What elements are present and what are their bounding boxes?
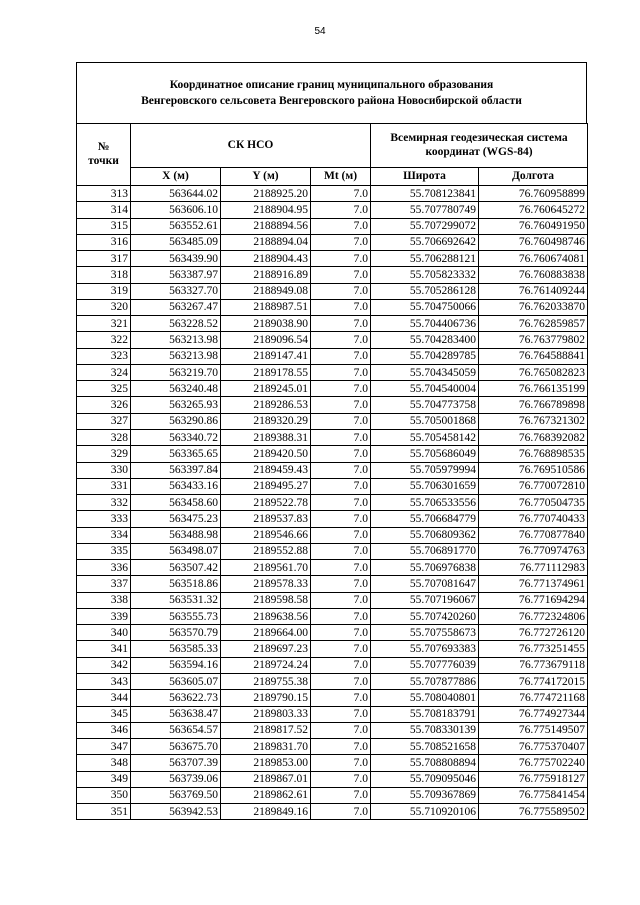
- y-cell: 2189724.24: [221, 657, 311, 673]
- longitude-cell: 76.761409244: [479, 283, 588, 299]
- table-row: [77, 787, 588, 803]
- page-number: 54: [314, 26, 326, 37]
- table-row: [77, 267, 588, 283]
- x-cell: 563638.47: [131, 706, 221, 722]
- longitude-cell: 76.764588841: [479, 348, 588, 364]
- longitude-cell: 76.768898535: [479, 446, 588, 462]
- x-cell: 563585.33: [131, 641, 221, 657]
- y-cell: 2189420.50: [221, 446, 311, 462]
- table-row: [77, 397, 588, 413]
- mt-cell: 7.0: [311, 641, 371, 657]
- x-cell: 563622.73: [131, 690, 221, 706]
- latitude-cell: 55.705001868: [371, 413, 479, 429]
- point-number-cell: 325: [77, 381, 131, 397]
- longitude-cell: 76.760883838: [479, 267, 588, 283]
- longitude-cell: 76.775841454: [479, 787, 588, 803]
- point-number-cell: 334: [77, 527, 131, 543]
- x-cell: 563570.79: [131, 625, 221, 641]
- y-cell: 2189867.01: [221, 771, 311, 787]
- latitude-cell: 55.705823332: [371, 267, 479, 283]
- y-cell: 2189522.78: [221, 495, 311, 511]
- mt-cell: 7.0: [311, 299, 371, 315]
- table-row: [77, 186, 588, 202]
- longitude-cell: 76.770504735: [479, 495, 588, 511]
- x-cell: 563707.39: [131, 755, 221, 771]
- longitude-cell: 76.773251455: [479, 641, 588, 657]
- mt-cell: 7.0: [311, 283, 371, 299]
- latitude-cell: 55.708123841: [371, 186, 479, 202]
- longitude-cell: 76.766789898: [479, 397, 588, 413]
- x-cell: 563327.70: [131, 283, 221, 299]
- table-row: [77, 234, 588, 250]
- longitude-cell: 76.772324806: [479, 608, 588, 624]
- longitude-cell: 76.775702240: [479, 755, 588, 771]
- longitude-cell: 76.760645272: [479, 202, 588, 218]
- longitude-cell: 76.775589502: [479, 804, 588, 820]
- point-number-cell: 331: [77, 478, 131, 494]
- header-wgs84: Всемирная геодезическая система координат (WGS-84): [371, 124, 588, 168]
- point-number-cell: 326: [77, 397, 131, 413]
- mt-cell: 7.0: [311, 592, 371, 608]
- table-row: [77, 429, 588, 445]
- latitude-cell: 55.705686049: [371, 446, 479, 462]
- x-cell: 563219.70: [131, 364, 221, 380]
- x-cell: 563518.86: [131, 576, 221, 592]
- mt-cell: 7.0: [311, 218, 371, 234]
- latitude-cell: 55.706533556: [371, 495, 479, 511]
- x-cell: 563507.42: [131, 560, 221, 576]
- mt-cell: 7.0: [311, 186, 371, 202]
- mt-cell: 7.0: [311, 543, 371, 559]
- y-cell: 2189803.33: [221, 706, 311, 722]
- x-cell: 563531.32: [131, 592, 221, 608]
- longitude-cell: 76.770072810: [479, 478, 588, 494]
- latitude-cell: 55.707693383: [371, 641, 479, 657]
- latitude-cell: 55.704540004: [371, 381, 479, 397]
- y-cell: 2189245.01: [221, 381, 311, 397]
- x-cell: 563458.60: [131, 495, 221, 511]
- point-number-cell: 338: [77, 592, 131, 608]
- table-row: [77, 462, 588, 478]
- table-row: [77, 527, 588, 543]
- y-cell: 2188987.51: [221, 299, 311, 315]
- y-cell: 2189459.43: [221, 462, 311, 478]
- mt-cell: 7.0: [311, 251, 371, 267]
- coordinates-table: [76, 123, 588, 820]
- header-point-number: № точки: [77, 124, 131, 186]
- point-number-cell: 347: [77, 739, 131, 755]
- point-number-cell: 346: [77, 722, 131, 738]
- x-cell: 563498.07: [131, 543, 221, 559]
- y-cell: 2188925.20: [221, 186, 311, 202]
- latitude-cell: 55.706809362: [371, 527, 479, 543]
- point-number-cell: 314: [77, 202, 131, 218]
- latitude-cell: 55.706976838: [371, 560, 479, 576]
- latitude-cell: 55.707196067: [371, 592, 479, 608]
- y-cell: 2189790.15: [221, 690, 311, 706]
- header-longitude: Долгота: [479, 168, 588, 186]
- header-mt: Mt (м): [311, 168, 371, 186]
- x-cell: 563213.98: [131, 332, 221, 348]
- x-cell: 563365.65: [131, 446, 221, 462]
- mt-cell: 7.0: [311, 397, 371, 413]
- x-cell: 563228.52: [131, 316, 221, 332]
- latitude-cell: 55.710920106: [371, 804, 479, 820]
- x-cell: 563555.73: [131, 608, 221, 624]
- y-cell: 2188904.43: [221, 251, 311, 267]
- table-row: [77, 560, 588, 576]
- table-row: [77, 316, 588, 332]
- y-cell: 2189862.61: [221, 787, 311, 803]
- document-title: [76, 62, 587, 124]
- y-cell: 2189286.53: [221, 397, 311, 413]
- latitude-cell: 55.708040801: [371, 690, 479, 706]
- x-cell: 563488.98: [131, 527, 221, 543]
- mt-cell: 7.0: [311, 771, 371, 787]
- mt-cell: 7.0: [311, 446, 371, 462]
- point-number-cell: 351: [77, 804, 131, 820]
- latitude-cell: 55.704289785: [371, 348, 479, 364]
- mt-cell: 7.0: [311, 332, 371, 348]
- table-row: [77, 381, 588, 397]
- x-cell: 563675.70: [131, 739, 221, 755]
- latitude-cell: 55.706891770: [371, 543, 479, 559]
- longitude-cell: 76.763779802: [479, 332, 588, 348]
- point-number-cell: 344: [77, 690, 131, 706]
- latitude-cell: 55.707558673: [371, 625, 479, 641]
- latitude-cell: 55.706301659: [371, 478, 479, 494]
- point-number-cell: 315: [77, 218, 131, 234]
- longitude-cell: 76.774172015: [479, 673, 588, 689]
- longitude-cell: 76.767321302: [479, 413, 588, 429]
- table-row: [77, 218, 588, 234]
- point-number-cell: 321: [77, 316, 131, 332]
- y-cell: 2189147.41: [221, 348, 311, 364]
- longitude-cell: 76.775918127: [479, 771, 588, 787]
- longitude-cell: 76.775149507: [479, 722, 588, 738]
- y-cell: 2188916.89: [221, 267, 311, 283]
- latitude-cell: 55.708330139: [371, 722, 479, 738]
- mt-cell: 7.0: [311, 608, 371, 624]
- mt-cell: 7.0: [311, 381, 371, 397]
- table-row: [77, 592, 588, 608]
- longitude-cell: 76.774927344: [479, 706, 588, 722]
- latitude-cell: 55.707877886: [371, 673, 479, 689]
- mt-cell: 7.0: [311, 576, 371, 592]
- y-cell: 2189561.70: [221, 560, 311, 576]
- y-cell: 2189578.33: [221, 576, 311, 592]
- latitude-cell: 55.707780749: [371, 202, 479, 218]
- longitude-cell: 76.766135199: [479, 381, 588, 397]
- table-row: [77, 446, 588, 462]
- x-cell: 563290.86: [131, 413, 221, 429]
- latitude-cell: 55.706684779: [371, 511, 479, 527]
- longitude-cell: 76.771374961: [479, 576, 588, 592]
- y-cell: 2188894.04: [221, 234, 311, 250]
- mt-cell: 7.0: [311, 527, 371, 543]
- point-number-cell: 330: [77, 462, 131, 478]
- y-cell: 2189598.58: [221, 592, 311, 608]
- point-number-cell: 329: [77, 446, 131, 462]
- mt-cell: 7.0: [311, 739, 371, 755]
- point-number-cell: 335: [77, 543, 131, 559]
- x-cell: 563213.98: [131, 348, 221, 364]
- point-number-cell: 349: [77, 771, 131, 787]
- latitude-cell: 55.704750066: [371, 299, 479, 315]
- x-cell: 563769.50: [131, 787, 221, 803]
- table-row: [77, 348, 588, 364]
- latitude-cell: 55.704406736: [371, 316, 479, 332]
- x-cell: 563644.02: [131, 186, 221, 202]
- header-latitude: Широта: [371, 168, 479, 186]
- x-cell: 563340.72: [131, 429, 221, 445]
- y-cell: 2189755.38: [221, 673, 311, 689]
- mt-cell: 7.0: [311, 495, 371, 511]
- x-cell: 563397.84: [131, 462, 221, 478]
- longitude-cell: 76.773679118: [479, 657, 588, 673]
- table-row: [77, 364, 588, 380]
- longitude-cell: 76.771694294: [479, 592, 588, 608]
- mt-cell: 7.0: [311, 234, 371, 250]
- x-cell: 563605.07: [131, 673, 221, 689]
- table-row: [77, 283, 588, 299]
- table-row: [77, 722, 588, 738]
- y-cell: 2188949.08: [221, 283, 311, 299]
- table-row: [77, 641, 588, 657]
- mt-cell: 7.0: [311, 673, 371, 689]
- point-number-cell: 350: [77, 787, 131, 803]
- header-x: X (м): [131, 168, 221, 186]
- point-number-cell: 333: [77, 511, 131, 527]
- y-cell: 2189546.66: [221, 527, 311, 543]
- point-number-cell: 319: [77, 283, 131, 299]
- longitude-cell: 76.762859857: [479, 316, 588, 332]
- mt-cell: 7.0: [311, 755, 371, 771]
- mt-cell: 7.0: [311, 722, 371, 738]
- x-cell: 563942.53: [131, 804, 221, 820]
- y-cell: 2189831.70: [221, 739, 311, 755]
- longitude-cell: 76.770877840: [479, 527, 588, 543]
- longitude-cell: 76.762033870: [479, 299, 588, 315]
- mt-cell: 7.0: [311, 690, 371, 706]
- table-row: [77, 608, 588, 624]
- x-cell: 563439.90: [131, 251, 221, 267]
- latitude-cell: 55.707299072: [371, 218, 479, 234]
- point-number-cell: 318: [77, 267, 131, 283]
- latitude-cell: 55.705979994: [371, 462, 479, 478]
- title-line-1: Координатное описание границ муниципального образования: [169, 79, 494, 91]
- point-number-cell: 336: [77, 560, 131, 576]
- mt-cell: 7.0: [311, 657, 371, 673]
- table-row: [77, 673, 588, 689]
- table-row: [77, 771, 588, 787]
- longitude-cell: 76.771112983: [479, 560, 588, 576]
- mt-cell: 7.0: [311, 429, 371, 445]
- mt-cell: 7.0: [311, 364, 371, 380]
- table-row: [77, 299, 588, 315]
- longitude-cell: 76.768392082: [479, 429, 588, 445]
- point-number-cell: 332: [77, 495, 131, 511]
- latitude-cell: 55.704773758: [371, 397, 479, 413]
- y-cell: 2189853.00: [221, 755, 311, 771]
- table-row: [77, 804, 588, 820]
- latitude-cell: 55.707420260: [371, 608, 479, 624]
- x-cell: 563552.61: [131, 218, 221, 234]
- latitude-cell: 55.704283400: [371, 332, 479, 348]
- y-cell: 2189552.88: [221, 543, 311, 559]
- longitude-cell: 76.760491950: [479, 218, 588, 234]
- point-number-cell: 345: [77, 706, 131, 722]
- header-sk-nso: СК НСО: [131, 124, 371, 168]
- mt-cell: 7.0: [311, 560, 371, 576]
- header-y: Y (м): [221, 168, 311, 186]
- latitude-cell: 55.706288121: [371, 251, 479, 267]
- y-cell: 2189096.54: [221, 332, 311, 348]
- table-row: [77, 576, 588, 592]
- latitude-cell: 55.705286128: [371, 283, 479, 299]
- mt-cell: 7.0: [311, 316, 371, 332]
- y-cell: 2189388.31: [221, 429, 311, 445]
- longitude-cell: 76.774721168: [479, 690, 588, 706]
- y-cell: 2189697.23: [221, 641, 311, 657]
- latitude-cell: 55.705458142: [371, 429, 479, 445]
- x-cell: 563594.16: [131, 657, 221, 673]
- x-cell: 563739.06: [131, 771, 221, 787]
- x-cell: 563606.10: [131, 202, 221, 218]
- mt-cell: 7.0: [311, 478, 371, 494]
- y-cell: 2189537.83: [221, 511, 311, 527]
- table-row: [77, 690, 588, 706]
- point-number-cell: 328: [77, 429, 131, 445]
- table-row: [77, 511, 588, 527]
- y-cell: 2189664.00: [221, 625, 311, 641]
- mt-cell: 7.0: [311, 267, 371, 283]
- longitude-cell: 76.760674081: [479, 251, 588, 267]
- mt-cell: 7.0: [311, 202, 371, 218]
- mt-cell: 7.0: [311, 462, 371, 478]
- point-number-cell: 322: [77, 332, 131, 348]
- point-number-cell: 342: [77, 657, 131, 673]
- table-row: [77, 332, 588, 348]
- point-number-cell: 317: [77, 251, 131, 267]
- mt-cell: 7.0: [311, 706, 371, 722]
- longitude-cell: 76.775370407: [479, 739, 588, 755]
- latitude-cell: 55.707776039: [371, 657, 479, 673]
- y-cell: 2189320.29: [221, 413, 311, 429]
- latitude-cell: 55.709095046: [371, 771, 479, 787]
- y-cell: 2189817.52: [221, 722, 311, 738]
- y-cell: 2189038.90: [221, 316, 311, 332]
- mt-cell: 7.0: [311, 804, 371, 820]
- latitude-cell: 55.706692642: [371, 234, 479, 250]
- x-cell: 563267.47: [131, 299, 221, 315]
- longitude-cell: 76.770740433: [479, 511, 588, 527]
- longitude-cell: 76.760958899: [479, 186, 588, 202]
- latitude-cell: 55.708521658: [371, 739, 479, 755]
- mt-cell: 7.0: [311, 787, 371, 803]
- mt-cell: 7.0: [311, 348, 371, 364]
- point-number-cell: 341: [77, 641, 131, 657]
- longitude-cell: 76.772726120: [479, 625, 588, 641]
- y-cell: 2188904.95: [221, 202, 311, 218]
- x-cell: 563265.93: [131, 397, 221, 413]
- longitude-cell: 76.760498746: [479, 234, 588, 250]
- point-number-cell: 327: [77, 413, 131, 429]
- y-cell: 2189849.16: [221, 804, 311, 820]
- longitude-cell: 76.765082823: [479, 364, 588, 380]
- latitude-cell: 55.709367869: [371, 787, 479, 803]
- point-number-cell: 313: [77, 186, 131, 202]
- table-row: [77, 478, 588, 494]
- mt-cell: 7.0: [311, 413, 371, 429]
- y-cell: 2189495.27: [221, 478, 311, 494]
- table-row: [77, 706, 588, 722]
- y-cell: 2189638.56: [221, 608, 311, 624]
- latitude-cell: 55.707081647: [371, 576, 479, 592]
- x-cell: 563240.48: [131, 381, 221, 397]
- table-row: [77, 495, 588, 511]
- latitude-cell: 55.708808894: [371, 755, 479, 771]
- point-number-cell: 339: [77, 608, 131, 624]
- point-number-cell: 337: [77, 576, 131, 592]
- x-cell: 563433.16: [131, 478, 221, 494]
- x-cell: 563654.57: [131, 722, 221, 738]
- table-row: [77, 251, 588, 267]
- point-number-cell: 323: [77, 348, 131, 364]
- title-line-2: Венгеровского сельсовета Венгеровского района Новосибирской области: [141, 95, 522, 107]
- y-cell: 2189178.55: [221, 364, 311, 380]
- table-row: [77, 739, 588, 755]
- point-number-cell: 340: [77, 625, 131, 641]
- table-body: [77, 186, 588, 820]
- mt-cell: 7.0: [311, 511, 371, 527]
- table-row: [77, 657, 588, 673]
- point-number-cell: 324: [77, 364, 131, 380]
- y-cell: 2188894.56: [221, 218, 311, 234]
- table-row: [77, 413, 588, 429]
- point-number-cell: 348: [77, 755, 131, 771]
- table-row: [77, 543, 588, 559]
- x-cell: 563387.97: [131, 267, 221, 283]
- longitude-cell: 76.770974763: [479, 543, 588, 559]
- table-row: [77, 755, 588, 771]
- table-row: [77, 625, 588, 641]
- x-cell: 563485.09: [131, 234, 221, 250]
- x-cell: 563475.23: [131, 511, 221, 527]
- longitude-cell: 76.769510586: [479, 462, 588, 478]
- latitude-cell: 55.708183791: [371, 706, 479, 722]
- point-number-cell: 316: [77, 234, 131, 250]
- point-number-cell: 343: [77, 673, 131, 689]
- point-number-cell: 320: [77, 299, 131, 315]
- latitude-cell: 55.704345059: [371, 364, 479, 380]
- mt-cell: 7.0: [311, 625, 371, 641]
- table-row: [77, 202, 588, 218]
